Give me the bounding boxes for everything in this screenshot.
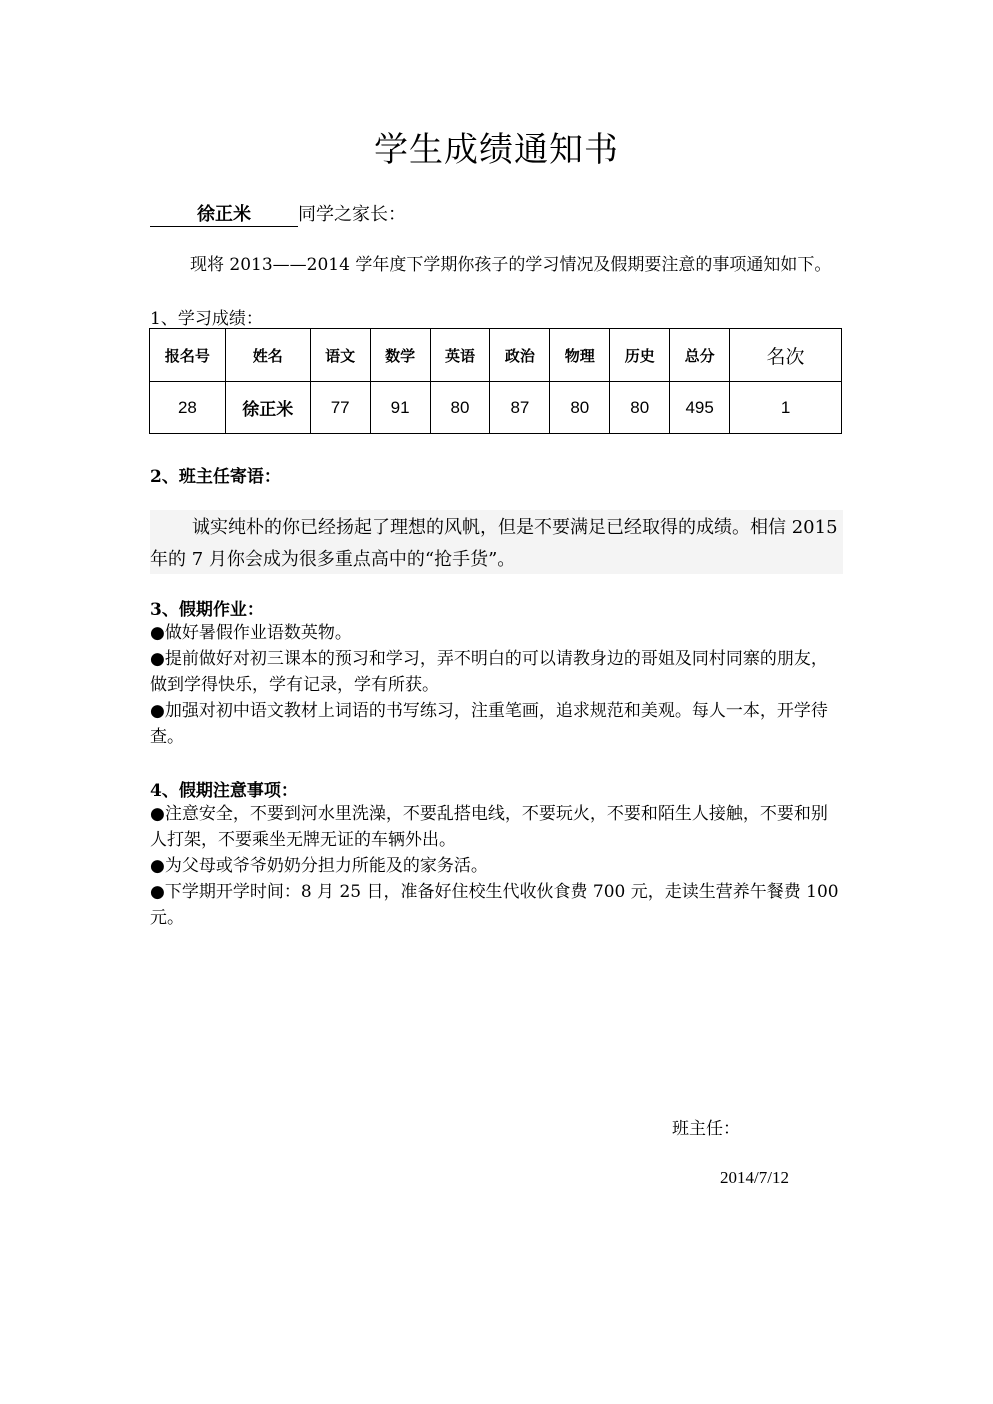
cell-history: 80 [610,382,670,434]
section-4-heading: 4、假期注意事项： [150,781,298,801]
header-cell-chinese: 语文 [310,329,370,382]
header-cell-math: 数学 [370,329,430,382]
notice-date: 2014/7/12 [720,1168,789,1187]
header-cell-politics: 政治 [490,329,550,382]
section-3-heading: 3、假期作业： [150,600,264,620]
scores-table [149,328,842,434]
section-1-heading: 1、学习成绩： [150,309,263,329]
cell-physics: 80 [550,382,610,434]
cell-politics: 87 [490,382,550,434]
intro-paragraph: 现将 2013——2014 学年度下学期你孩子的学习情况及假期要注意的事项通知如下。 [190,255,832,275]
table-header-row [150,329,842,382]
page-title: 学生成绩通知书 [374,130,619,170]
header-cell-total: 总分 [670,329,730,382]
header-cell-english: 英语 [430,329,490,382]
header-cell-physics: 物理 [550,329,610,382]
notice-list [150,801,840,931]
table-row [150,382,842,434]
list-item: ●提前做好对初三课本的预习和学习，弄不明白的可以请教身边的哥姐及同村同寨的朋友，做到学得快乐，学有记录，学有所获。 [150,649,828,695]
cell-math: 91 [370,382,430,434]
greeting-line [150,200,406,227]
student-name: 徐正米 [150,204,298,227]
header-cell-rank: 名次 [730,329,842,382]
list-item: ●下学期开学时间：8 月 25 日，准备好住校生代收伙食费 700 元，走读生营养午餐费 100 元。 [150,882,839,928]
cell-rank: 1 [730,382,842,434]
header-cell-name: 姓名 [225,329,310,382]
header-cell-history: 历史 [610,329,670,382]
list-item: ●做好暑假作业语数英物。 [150,623,352,643]
list-item: ●加强对初中语文教材上词语的书写练习，注重笔画，追求规范和美观。每人一本，开学待查。 [150,701,828,747]
list-item: ●为父母或爷爷奶奶分担力所能及的家务活。 [150,856,488,876]
cell-total: 495 [670,382,730,434]
list-item: ●注意安全，不要到河水里洗澡，不要乱搭电线，不要玩火，不要和陌生人接触，不要和别人打架，不要乘坐无牌无证的车辆外出。 [150,804,828,850]
greeting-suffix: 同学之家长： [298,204,406,225]
cell-name: 徐正米 [225,382,310,434]
cell-english: 80 [430,382,490,434]
header-cell-id: 报名号 [150,329,226,382]
teacher-signature-label: 班主任： [672,1119,740,1139]
homework-list [150,620,840,750]
section-2-heading: 2、班主任寄语： [150,467,281,487]
cell-id: 28 [150,382,226,434]
teacher-comment: 诚实纯朴的你已经扬起了理想的风帆，但是不要满足已经取得的成绩。相信 2015 年的 7 月你会成为很多重点高中的“抢手货”。 [150,517,838,570]
cell-chinese: 77 [310,382,370,434]
